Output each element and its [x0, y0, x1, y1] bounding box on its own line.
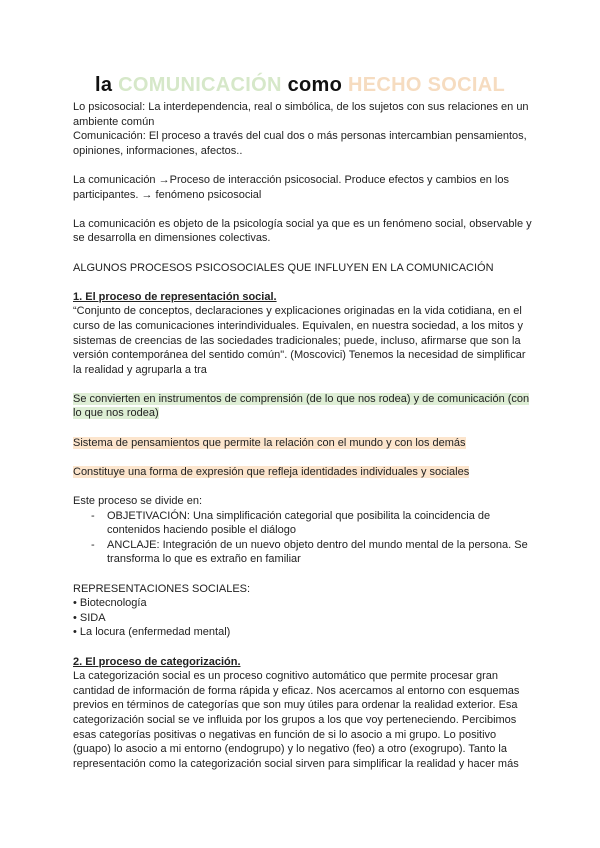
page-title — [0, 74, 600, 97]
title-part-comunicacion: COMUNICACIÓN — [118, 74, 282, 96]
list-item: • La locura (enfermedad mental) — [73, 626, 231, 639]
highlight-comprension — [73, 392, 533, 421]
representaciones-heading: REPRESENTACIONES SOCIALES: — [73, 582, 251, 595]
comunicacion-definition: Comunicación: El proceso a través del cual dos o más personas intercambian pensamientos, opiniones, informaciones, afectos.. — [73, 130, 527, 157]
title-part-como: como — [281, 74, 349, 96]
title-part-hecho-social: HECHO SOCIAL — [348, 74, 505, 96]
moscovici-quote: “Conjunto de conceptos, declaraciones y explicaciones originadas en la vida cotidiana, en el curso de las comunicaciones interindividuales. Equivalen, en nuestra sociedad, a los mitos y sistemas de creencias de las sociedades tradicionales; puede, incluso, afirmarse que son la versión contemporánea del sentido común". (Moscovici) Tenemos la necesidad de simplificar la realidad y agruparla a tra — [73, 305, 526, 376]
section1-heading: 1. El proceso de representación social. — [73, 290, 277, 303]
highlight-sistema — [73, 436, 533, 451]
document-body — [73, 100, 533, 771]
section2-heading: 2. El proceso de categorización. — [73, 655, 241, 668]
list-item: - OBJETIVACIÓN: Una simplificación categorial que posibilita la coincidencia de contenidos haciendo posible el diálogo — [73, 509, 533, 538]
categorizacion-body: La categorización social es un proceso cognitivo automático que permite procesar gran cantidad de información de forma rápida y eficaz. Nos acercamos al entorno con esquemas previos en términos de categorías que son muy útiles para ordenar la realidad exterior. Esa categorización social se ve influida por los grupos a los que voy perteneciendo. Percibimos esas categorías positivas o negativas en función de si lo asocio a mi grupo. Lo positivo (guapo) lo asocio a mi entorno (endogrupo) y lo negativo (feo) a otro (exogrupo). Tanto la representación como la categorización social sirven para simplificar la realidad y hacer más — [73, 670, 520, 770]
divide-list — [73, 509, 533, 567]
comunicacion-proceso-paragraph: La comunicación →Proceso de interacción psicosocial. Produce efectos y cambios en los participantes. → fenómeno psicosocial — [73, 173, 509, 201]
title-part-la: la — [95, 74, 119, 96]
highlight-sistema-text: Sistema de pensamientos que permite la relación con el mundo y con los demás — [73, 436, 466, 449]
list-item: - ANCLAJE: Integración de un nuevo objeto dentro del mundo mental de la persona. Se transforma lo que es extraño en familiar — [73, 538, 533, 567]
highlight-expresion-text: Constituye una forma de expresión que refleja identidades individuales y sociales — [73, 465, 470, 478]
list-item: • Biotecnología — [73, 597, 147, 610]
list-item: • SIDA — [73, 611, 106, 624]
highlight-comprension-text: Se convierten en instrumentos de comprensión (de lo que nos rodea) y de comunicación (con lo que nos rodea) — [73, 392, 530, 420]
divide-intro: Este proceso se divide en: — [73, 495, 203, 508]
comunicacion-objeto-paragraph: La comunicación es objeto de la psicología social ya que es un fenómeno social, observable y se desarrolla en dimensiones colectivas. — [73, 217, 532, 245]
procesos-intro: ALGUNOS PROCESOS PSICOSOCIALES QUE INFLUYEN EN LA COMUNICACIÓN — [73, 261, 494, 274]
highlight-expresion — [73, 465, 533, 480]
psicosocial-paragraph: Lo psicosocial: La interdependencia, real o simbólica, de los sujetos con sus relaciones en un ambiente común — [73, 101, 529, 128]
